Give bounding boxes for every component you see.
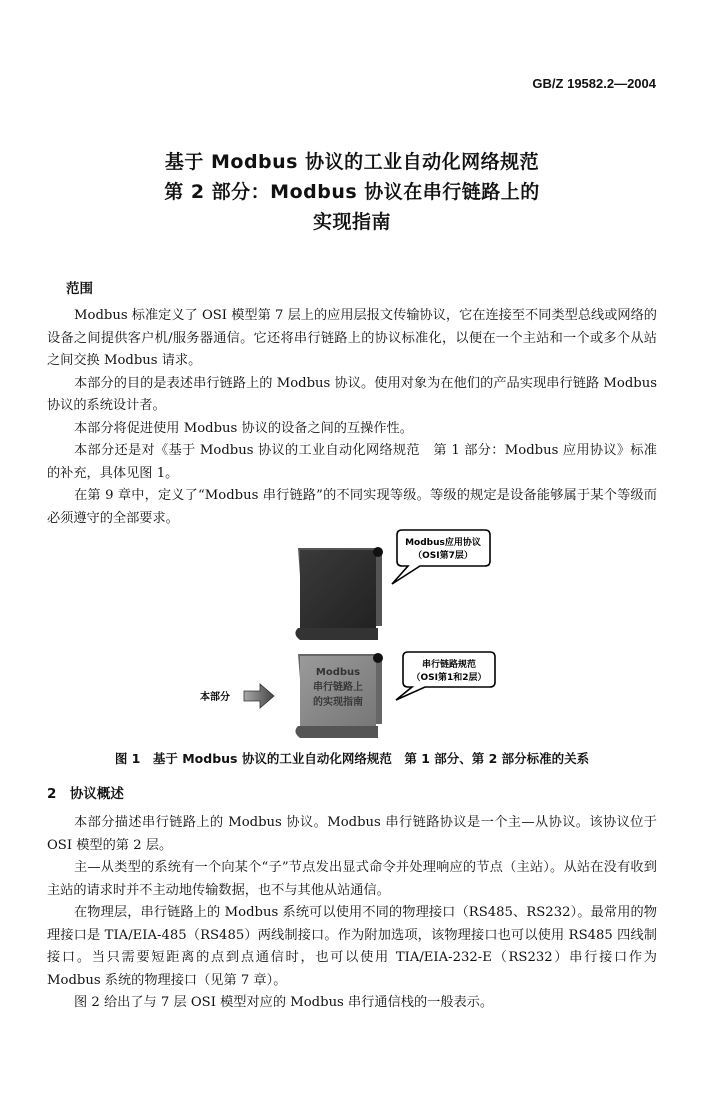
arrow-label: 本部分	[200, 692, 230, 703]
paragraph: Modbus 标准定义了 OSI 模型第 7 层上的应用层报文传输协议，它在连接至不同类型总线或网络的设备之间提供客户机/服务器通信。它还将串行链路上的协议标准化，以便在一个主站和一个或多个从站之间交换 Modbus 请求。	[47, 308, 657, 368]
paragraph: 本部分还是对《基于 Modbus 协议的工业自动化网络规范 第 1 部分：Modbus 应用协议》标准的补充，具体见图 1。	[47, 443, 657, 481]
callout-top-line2: （OSI第7层）	[413, 551, 473, 561]
document-title-line1: 基于 Modbus 协议的工业自动化网络规范	[164, 151, 540, 173]
arrow-right-icon	[244, 684, 274, 708]
callout-top-line1: Modbus应用协议	[405, 538, 481, 548]
scroll-application-icon	[295, 547, 383, 640]
paragraph: 在物理层，串行链路上的 Modbus 系统可以使用不同的物理接口（RS485、RS232）。最常用的物理接口是 TIA/EIA-485（RS485）两线制接口。作为附加选项，该物理接口也可以使用 RS485 四线制接口。当只需要短距离的点到点通信时，也可以使用 TIA/EIA-232-E（RS232）串行接口作为 Modbus 系统的物理接口（见第 7 章）。	[47, 905, 657, 988]
callout-bottom-line1: 串行链路规范	[421, 660, 477, 670]
paragraph: 本部分描述串行链路上的 Modbus 协议。Modbus 串行链路协议是一个主—从协议。该协议位于 OSI 模型的第 2 层。	[47, 815, 657, 853]
section2-body	[47, 812, 657, 1015]
standard-number: GB/Z 19582.2—2004	[532, 76, 656, 91]
callout-bottom-line2: （OSI第1和2层）	[411, 673, 487, 683]
section-heading-2: 2 协议概述	[47, 786, 124, 802]
scroll-text-line3: 的实现指南	[313, 697, 363, 708]
document-title-line3: 实现指南	[312, 211, 391, 233]
section-heading-scope: 范围	[66, 281, 93, 297]
callout-application-layer	[392, 530, 490, 584]
figure-1-caption: 图 1 基于 Modbus 协议的工业自动化网络规范 第 1 部分、第 2 部分标准的关系	[114, 751, 590, 766]
scroll-text-line1: Modbus	[315, 667, 361, 678]
scroll-serial-link-icon	[295, 653, 383, 738]
paragraph: 本部分的目的是表述串行链路上的 Modbus 协议。使用对象为在他们的产品实现串行链路 Modbus 协议的系统设计者。	[47, 375, 657, 413]
paragraph: 在第 9 章中，定义了“Modbus 串行链路”的不同实现等级。等级的规定是设备能够属于某个等级而必须遵守的全部要求。	[47, 488, 657, 526]
scroll-text-line2: 串行链路上	[313, 682, 363, 693]
paragraph: 本部分将促进使用 Modbus 协议的设备之间的互操作性。	[74, 420, 413, 436]
figure-1-diagram	[180, 528, 510, 743]
document-title-line2: 第 2 部分：Modbus 协议在串行链路上的	[164, 181, 540, 203]
paragraph: 主—从类型的系统有一个向某个“子”节点发出显式命令并处理响应的节点（主站）。从站在没有收到主站的请求时并不主动地传输数据，也不与其他从站通信。	[47, 860, 657, 898]
paragraph: 图 2 给出了与 7 层 OSI 模型对应的 Modbus 串行通信栈的一般表示。	[74, 995, 494, 1010]
callout-serial-link-layers	[396, 652, 495, 700]
scope-body	[47, 305, 657, 530]
